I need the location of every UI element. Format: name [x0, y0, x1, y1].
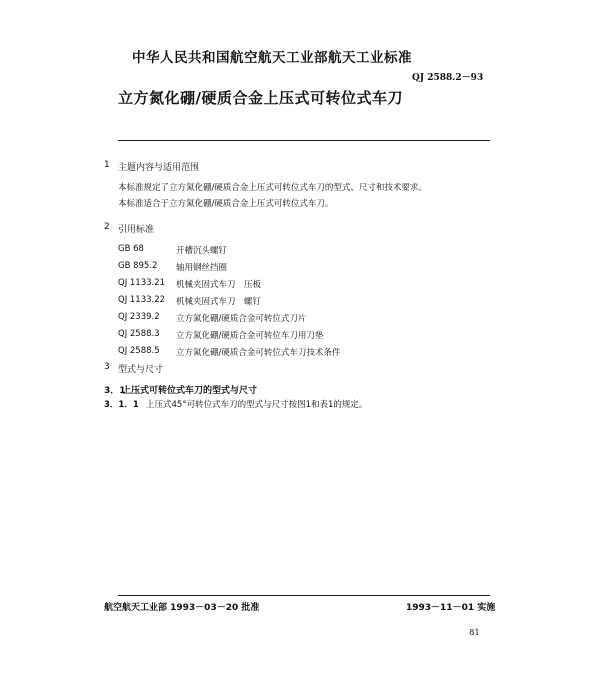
reference-code: QJ 2339.2 — [118, 312, 160, 322]
reference-code: QJ 1133.21 — [118, 278, 166, 288]
document-title: 立方氮化硼/硬质合金上压式可转位式车刀 — [118, 89, 403, 107]
approval-note: 航空航天工业部 1993－03－20 批准 — [104, 603, 260, 613]
section-1-paragraph-line-1: 本标准规定了立方氮化硼/硬质合金上压式可转位式车刀的型式、尺寸和技术要求。 — [118, 183, 427, 193]
reference-title: 立方氮化硼/硬质合金可转位式车刀技术条件 — [176, 348, 341, 358]
section-title: 主题内容与适用范围 — [118, 163, 200, 173]
section-number: 2 — [104, 222, 110, 232]
header-rule — [118, 140, 490, 141]
section-title: 型式与尺寸 — [118, 365, 164, 375]
reference-code: QJ 1133.22 — [118, 295, 166, 305]
section-number: 3 — [104, 362, 110, 372]
reference-code: GB 68 — [118, 244, 144, 254]
reference-code: QJ 2588.5 — [118, 346, 160, 356]
issuing-organization: 中华人民共和国航空航天工业部航天工业标准 — [132, 50, 412, 66]
footer-rule — [118, 595, 490, 596]
reference-title: 立方氮化硼/硬质合金可转位式刀片 — [176, 314, 307, 324]
section-title: 引用标准 — [118, 225, 155, 235]
reference-title: 轴用钢丝挡圈 — [176, 263, 228, 273]
reference-code: QJ 2588.3 — [118, 329, 160, 339]
clause-number: 3．1．1 — [104, 400, 139, 410]
reference-title: 机械夹固式车刀 螺钉 — [176, 297, 262, 307]
reference-title: 机械夹固式车刀 压板 — [176, 280, 262, 290]
subsection-title: 上压式可转位式车刀的型式与尺寸 — [122, 386, 258, 396]
standard-code: QJ 2588.2－93 — [412, 73, 484, 83]
effective-date: 1993－11－01 实施 — [406, 603, 496, 613]
section-1-paragraph-line-2: 本标准适合于立方氮化硼/硬质合金上压式可转位式车刀。 — [118, 199, 334, 209]
reference-title: 立方氮化硼/硬质合金可转位车刀用刀垫 — [176, 331, 324, 341]
subsection-number: 3．1 — [104, 386, 126, 396]
reference-code: GB 895.2 — [118, 261, 158, 271]
section-number: 1 — [104, 160, 110, 170]
clause-text: 上压式45°可转位式车刀的型式与尺寸按图1和表1的规定。 — [146, 400, 368, 410]
page-number: 81 — [469, 628, 480, 638]
reference-title: 开槽沉头螺钉 — [176, 246, 228, 256]
